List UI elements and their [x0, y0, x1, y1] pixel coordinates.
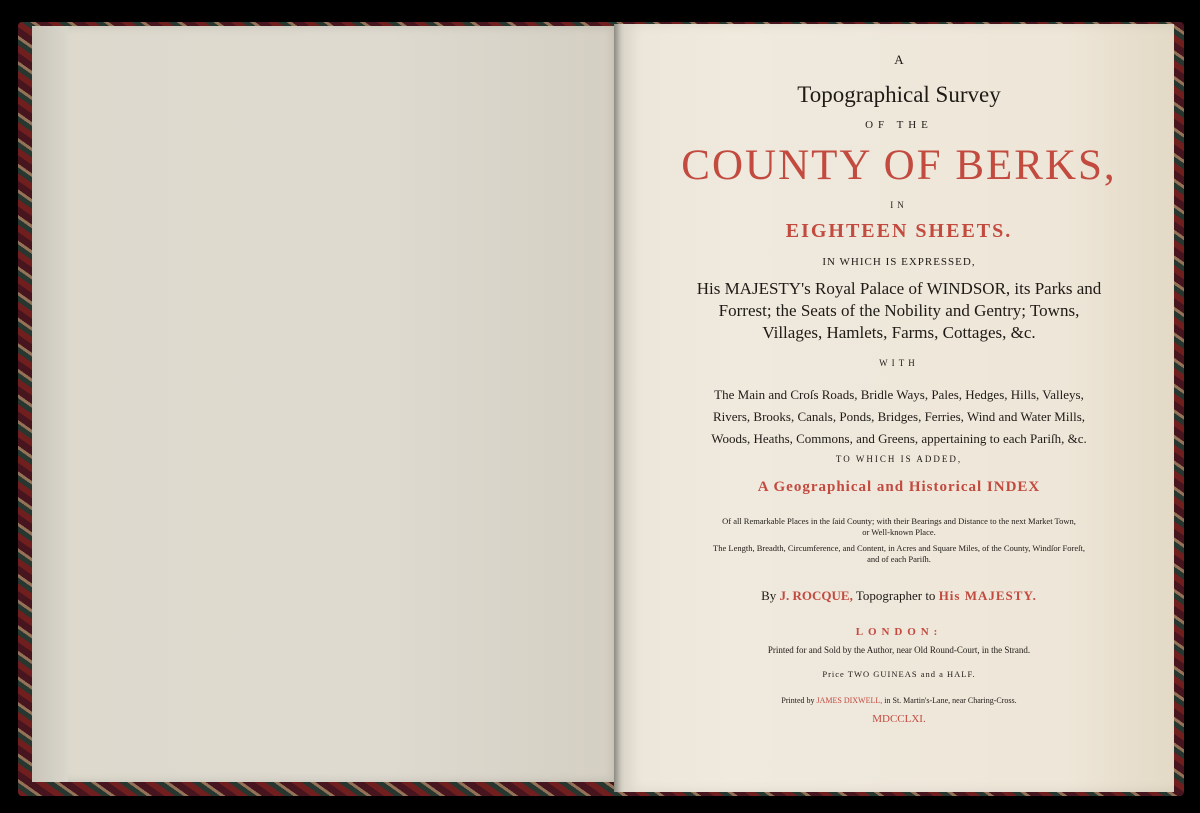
small1-line: or Well-known Place.	[862, 527, 936, 537]
printed-by-text: Printed by	[781, 696, 815, 705]
title-small-1	[624, 516, 1174, 538]
printer-address: in St. Martin's-Lane, near Charing-Cross.	[884, 696, 1017, 705]
body2-line: The Main and Croſs Roads, Bridle Ways, Pales, Hedges, Hills, Valleys,	[714, 387, 1084, 402]
title-with: WITH	[879, 358, 919, 368]
small2-line: and of each Pariſh.	[867, 554, 931, 564]
title-sheets: EIGHTEEN SHEETS.	[785, 220, 1013, 242]
title-page	[624, 24, 1174, 792]
printer-name: JAMES DIXWELL,	[816, 696, 883, 705]
by-text: By	[761, 588, 777, 603]
title-printed-sold: Printed for and Sold by the Author, near Old Round-Court, in the Strand.	[767, 645, 1031, 655]
body2-line: Rivers, Brooks, Canals, Ponds, Bridges, Ferries, Wind and Water Mills,	[712, 409, 1086, 424]
title-price: Price TWO GUINEAS and a HALF.	[822, 669, 976, 679]
title-london: LONDON:	[855, 626, 943, 638]
open-book	[18, 22, 1184, 796]
author-name: J. ROCQUE,	[779, 588, 853, 603]
title-contents-1	[624, 278, 1174, 344]
title-added: TO WHICH IS ADDED,	[835, 454, 963, 464]
body1-line: Forrest; the Seats of the Nobility and Gentry; Towns,	[718, 301, 1080, 320]
body1-line: Villages, Hamlets, Farms, Cottages, &c.	[762, 323, 1036, 342]
title-expressed: IN WHICH IS EXPRESSED,	[822, 256, 976, 268]
title-survey: Topographical Survey	[797, 82, 1001, 107]
title-index: A Geographical and Historical INDEX	[757, 479, 1041, 495]
title-in: IN	[890, 200, 908, 210]
title-small-2	[624, 543, 1174, 565]
title-contents-2	[624, 384, 1174, 450]
title-of-the: OF THE	[865, 119, 933, 131]
title-author-line	[624, 588, 1174, 604]
body1-line: His MAJESTY's Royal Palace of WINDSOR, its Parks and	[696, 279, 1102, 298]
left-blank-page	[32, 26, 620, 782]
body2-line: Woods, Heaths, Commons, and Greens, appertaining to each Pariſh, &c.	[711, 431, 1087, 446]
title-article: A	[894, 52, 904, 67]
majesty-text: His MAJESTY.	[938, 588, 1037, 603]
topographer-text: Topographer to	[855, 588, 936, 603]
title-year: MDCCLXI.	[872, 713, 926, 725]
small2-line: The Length, Breadth, Circumference, and Content, in Acres and Square Miles, of the County, Windſor Foreſt,	[713, 543, 1085, 553]
title-printer-line	[624, 696, 1174, 705]
title-county: COUNTY OF BERKS,	[681, 142, 1117, 189]
small1-line: Of all Remarkable Places in the ſaid County; with their Bearings and Distance to the next Market Town,	[722, 516, 1076, 526]
